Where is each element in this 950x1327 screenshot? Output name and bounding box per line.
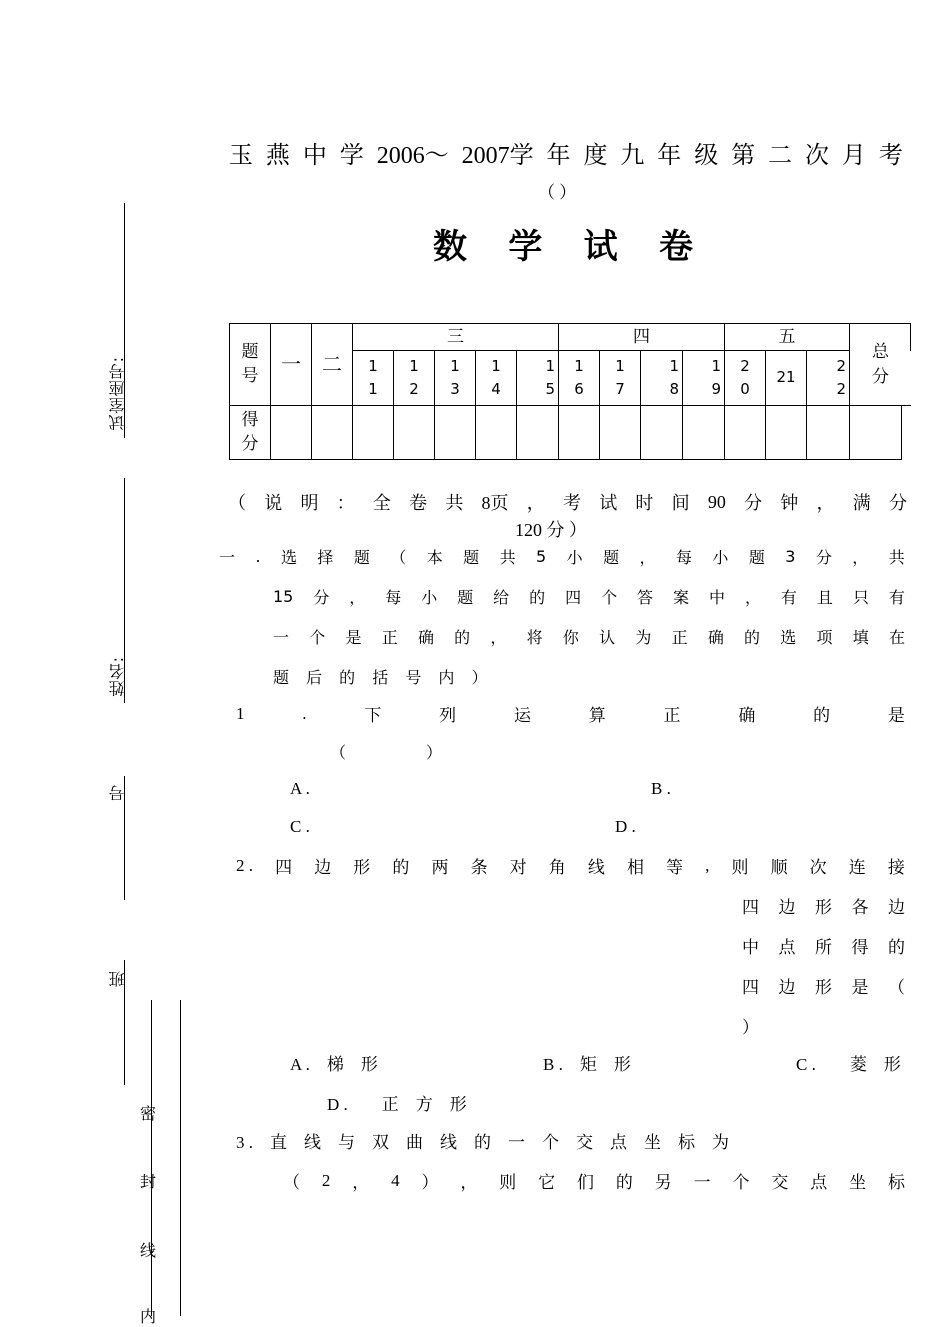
title-char: 九: [620, 143, 645, 169]
item-number: 1 7: [599, 350, 641, 406]
q1-stem: 1 . 下 列 运 算 正 确 的 是: [236, 703, 905, 725]
q2-stem-cont-1: 四 边 形 各 边: [742, 898, 905, 917]
item-number: 2 0: [724, 350, 766, 406]
score-cell[interactable]: [765, 405, 807, 460]
section-4-header: 四: [558, 323, 725, 351]
number-label: 号: [108, 784, 127, 801]
score-cell-total[interactable]: [849, 405, 902, 460]
subject-char: 卷: [658, 227, 693, 267]
section-1-header: 一: [270, 323, 312, 406]
score-cell[interactable]: [475, 405, 517, 460]
title-char: 玉: [229, 143, 253, 169]
instructions-line-1: （ 说 明 ： 全 卷 共 8页 ， 考 试 时 间 90 分 钟 ， 满 分: [228, 491, 907, 513]
q2-option-c[interactable]: C . 菱 形: [796, 1055, 901, 1074]
score-cell[interactable]: [599, 405, 641, 460]
table-edge: [910, 323, 911, 351]
item-number: 1 4: [475, 350, 517, 406]
q2-answer-paren-close[interactable]: ）: [742, 1018, 759, 1037]
title-char: 月: [841, 143, 866, 169]
seal-char: 内: [140, 1307, 157, 1326]
title-char: 度: [583, 143, 608, 169]
seal-char: 线: [140, 1241, 157, 1260]
section-1-heading-line-1: 一 . 选 择 题 （ 本 题 共 5 小 题 ， 每 小 题 3 分 ， 共: [219, 547, 905, 567]
question-number-header: 题号: [229, 323, 271, 406]
q2-option-b[interactable]: B . 矩 形: [543, 1055, 631, 1074]
item-number: 1 9: [682, 350, 725, 406]
subject-char: 试: [583, 227, 618, 267]
section-1-heading-line-2: 15 分 ， 每 小 题 给 的 四 个 答 案 中 ， 有 且 只 有: [273, 587, 905, 607]
title-char: 燕: [265, 143, 290, 169]
class-label: 班: [108, 970, 127, 987]
score-cell[interactable]: [352, 405, 394, 460]
section-1-heading-line-3: 一 个 是 正 确 的 ， 将 你 认 为 正 确 的 选 项 填 在: [273, 628, 905, 647]
seal-char: 密: [140, 1104, 157, 1123]
q2-stem: 2 . 四 边 形 的 两 条 对 角 线 相 等 , 则 顺 次 连 接: [236, 855, 905, 877]
title-char: 年: [657, 143, 682, 169]
score-cell[interactable]: [516, 405, 559, 460]
title-char: 年: [546, 143, 571, 169]
item-number: 21: [765, 350, 807, 406]
score-cell[interactable]: [434, 405, 476, 460]
item-number: 1 5: [516, 350, 559, 406]
item-number: 1 2: [393, 350, 435, 406]
title-char: 第: [731, 143, 756, 169]
score-cell[interactable]: [270, 405, 312, 460]
item-number: 1 6: [558, 350, 600, 406]
instructions-line-2: 120 分 ）: [515, 520, 587, 540]
total-header: 总分: [849, 323, 911, 406]
q3-stem: 3 . 直 线 与 双 曲 线 的 一 个 交 点 坐 标 为: [236, 1133, 729, 1152]
title-char: 2007学: [461, 143, 534, 169]
item-number: 2 2: [806, 350, 850, 406]
score-cell[interactable]: [640, 405, 683, 460]
item-number: 1 1: [352, 350, 394, 406]
section-1-heading-line-4: 题 后 的 括 号 内 ）: [273, 668, 494, 687]
q1-option-c[interactable]: C .: [290, 817, 310, 836]
title-char: 中: [302, 143, 327, 169]
seal-line-inner: [151, 1000, 152, 1316]
title-char: 学: [339, 143, 364, 169]
title-char: 级: [694, 143, 719, 169]
section-3-header: 三: [352, 323, 559, 351]
score-table: [229, 323, 911, 460]
seat-label: 试室座号:: [108, 356, 127, 431]
item-number: 1 8: [640, 350, 683, 406]
title-char: 二: [768, 143, 793, 169]
q1-option-a[interactable]: A .: [290, 779, 310, 798]
score-row-header: 得分: [229, 405, 271, 460]
title-paren: （ ）: [538, 183, 577, 202]
subject-title: [433, 219, 693, 268]
q2-stem-cont-2: 中 点 所 得 的: [742, 938, 905, 957]
score-cell[interactable]: [311, 405, 353, 460]
q1-option-b[interactable]: B .: [651, 779, 671, 798]
exam-title-line: [229, 135, 903, 170]
title-char: 2006～: [376, 143, 449, 169]
subject-char: 数: [433, 227, 467, 267]
section-5-header: 五: [724, 323, 850, 351]
subject-char: 学: [508, 227, 543, 267]
score-cell[interactable]: [724, 405, 766, 460]
seal-char: 封: [140, 1172, 157, 1191]
score-cell[interactable]: [682, 405, 725, 460]
item-number: 1 3: [434, 350, 476, 406]
seal-line-outer: [180, 1000, 181, 1316]
score-cell[interactable]: [806, 405, 850, 460]
title-char: 考: [878, 143, 903, 169]
score-cell[interactable]: [558, 405, 600, 460]
q2-option-d[interactable]: D . 正 方 形: [327, 1095, 467, 1114]
q2-stem-cont-3: 四 边 形 是 （: [742, 978, 905, 997]
section-2-header: 二: [311, 323, 353, 406]
q2-option-a[interactable]: A . 梯 形: [290, 1055, 378, 1074]
title-char: 次: [804, 143, 829, 169]
q1-answer-paren[interactable]: （ ）: [330, 745, 443, 762]
name-label: 姓名:: [108, 656, 127, 697]
q1-option-d[interactable]: D .: [615, 817, 636, 836]
score-cell[interactable]: [393, 405, 435, 460]
q3-stem-line-2: （ 2 ， 4 ） ， 则 它 们 的 另 一 个 交 点 坐 标: [283, 1170, 905, 1192]
